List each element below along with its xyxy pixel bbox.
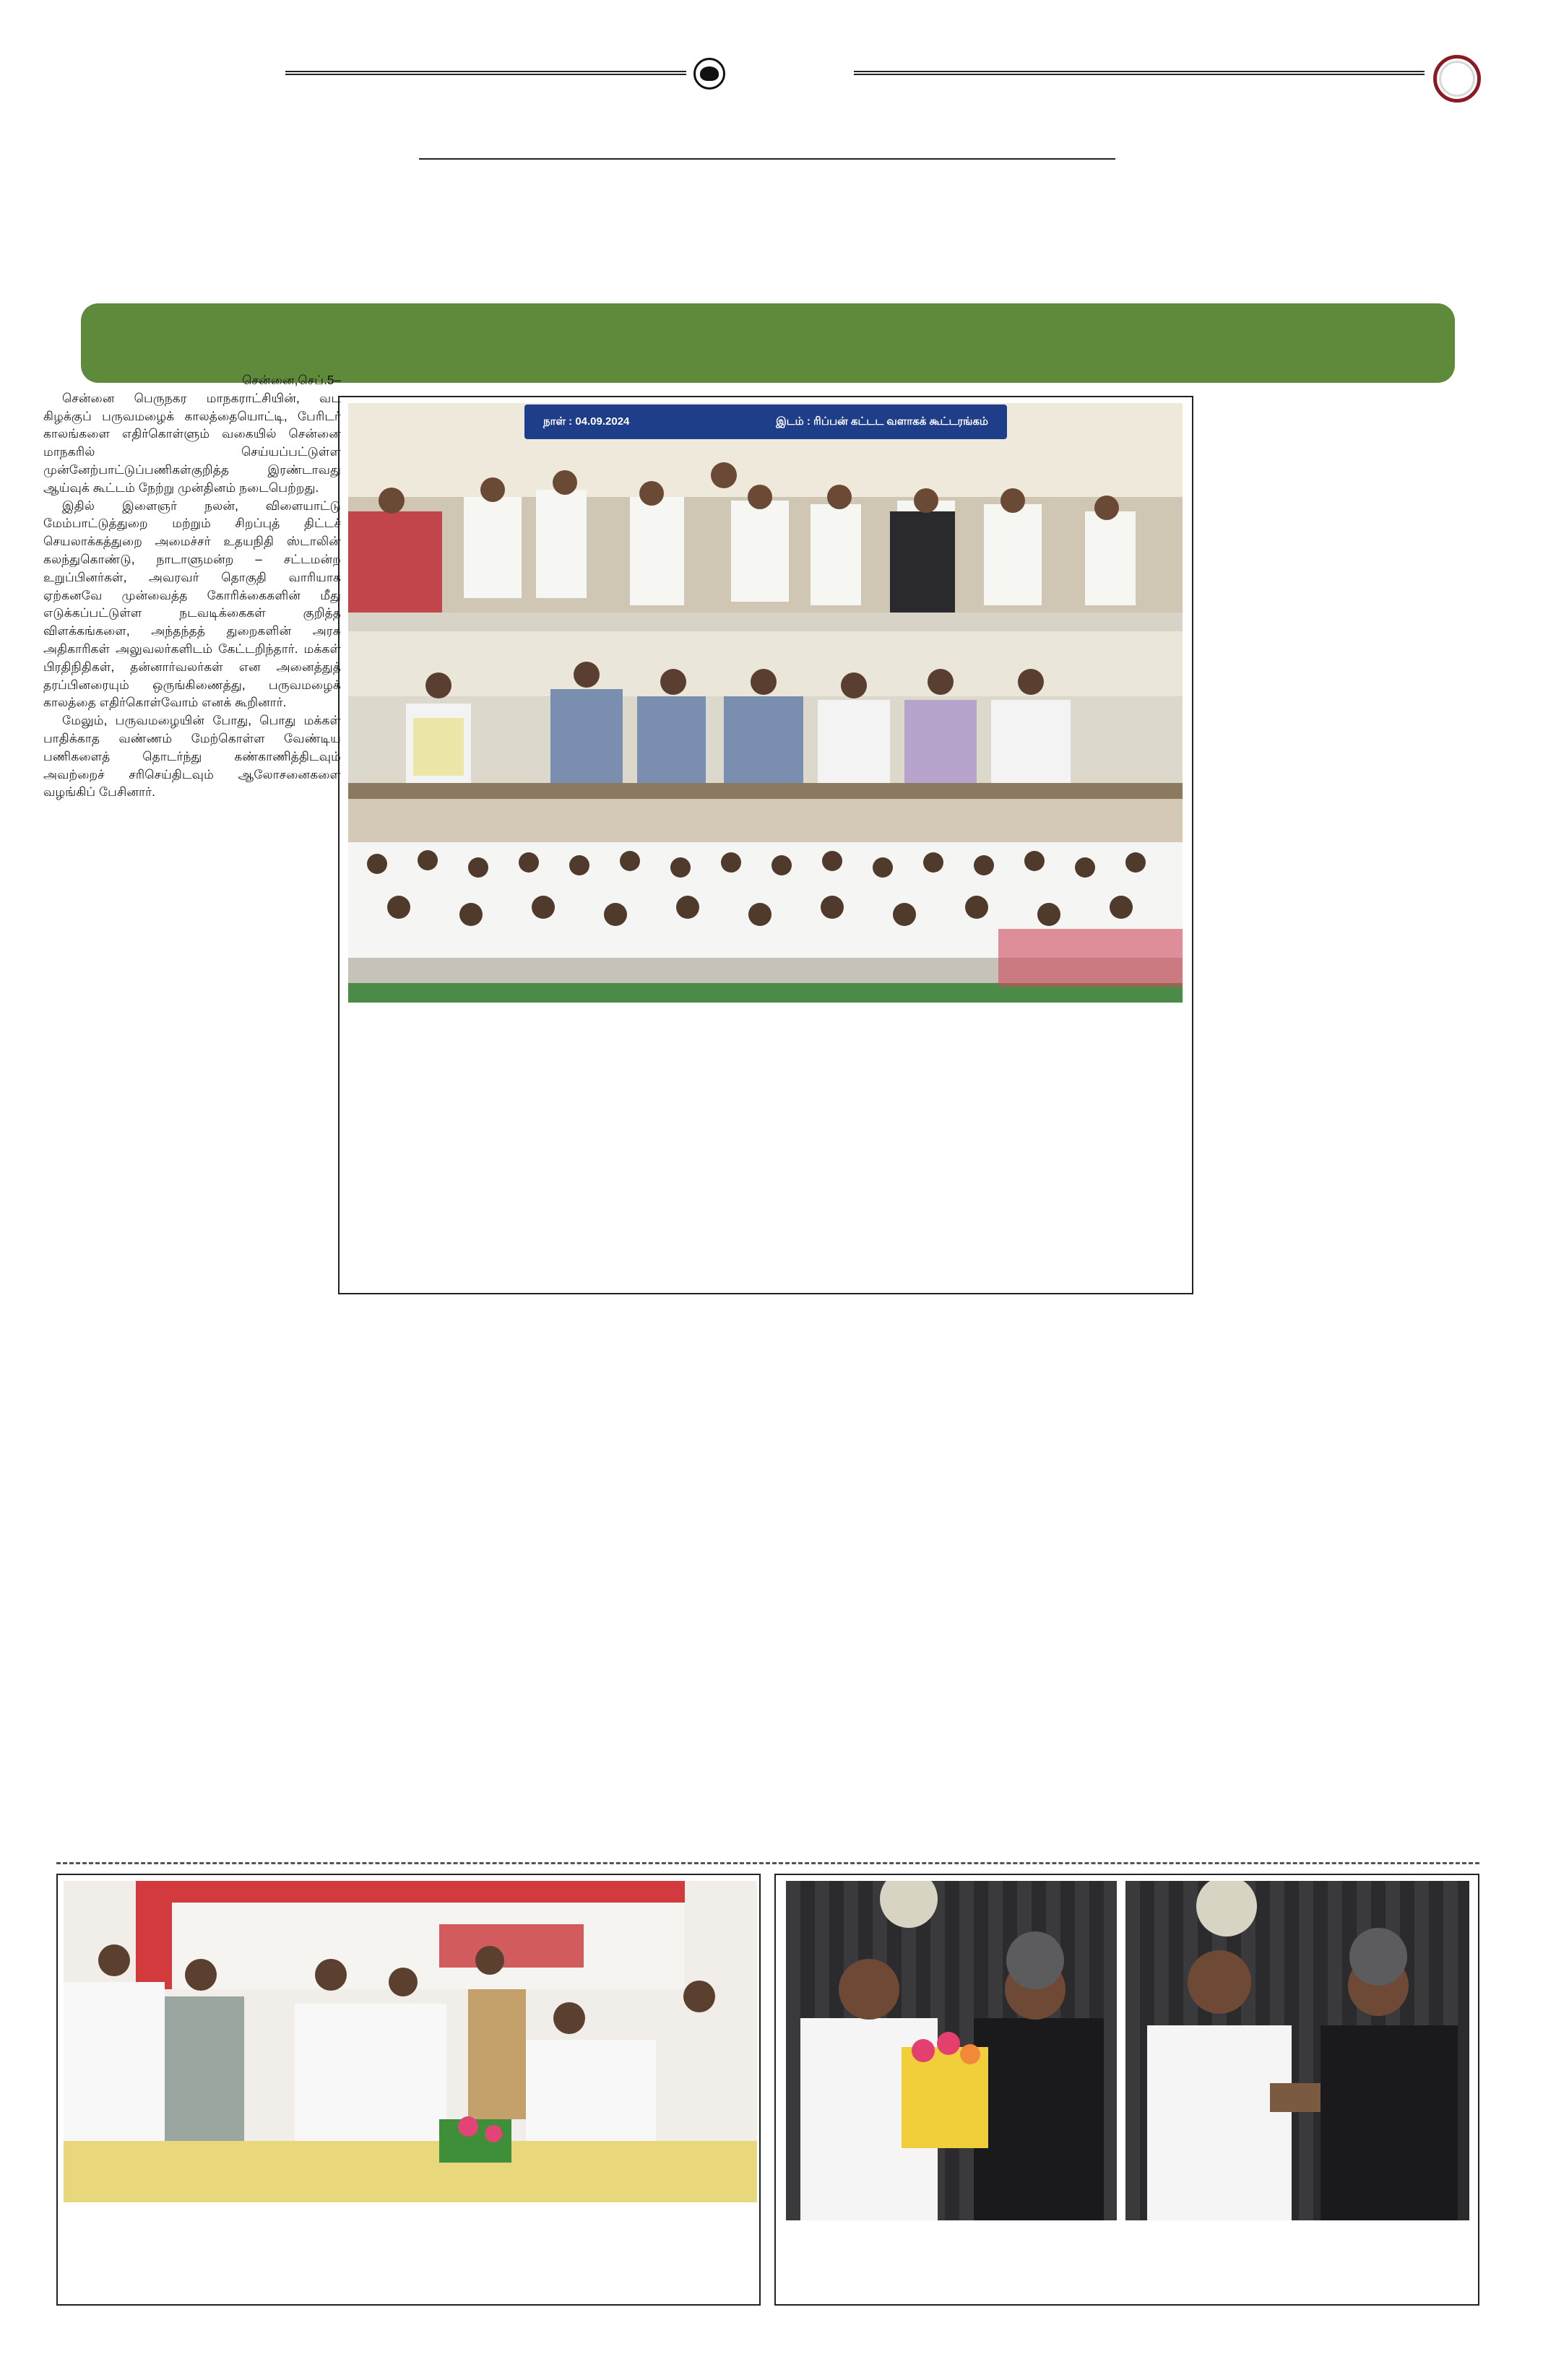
article-paragraph-2: இதில் இளைஞர் நலன், விளையாட்டு மேம்பாட்டுத்துறை மற்றும் சிறப்புத் திட்டச் செயலாக்கத்துறை அமைச்சர் உதயநிதி ஸ்டாலின் கலந்துகொண்டு, நாடாளுமன்ற – சட்டமன்ற உறுப்பினர்கள், அவரவர் தொகுதி வாரியாக ஏற்கனவே முன்வைத்த கோரிக்கைகளின் மீது எடுக்கப்பட்டுள்ள நடவடிக்கைகள் குறித்த விளக்கங்களை, அந்தந்தத் துறைகளின் அரசு அதிகாரிகள் அலுவலர்களிடம் கேட்டறிந்தார். மக்கள் பிரதிநிதிகள், தன்னார்வலர்கள் என அனைத்துத் தரப்பினரையும் ஒருங்கிணைத்து, பருவமழைக் காலத்தை எதிர்கொள்வோம் எனக் கூறினார். xyxy=(43,498,341,710)
header-rule-right xyxy=(854,71,1425,75)
header-rule-left xyxy=(285,71,686,75)
bouquet-greeting-photo xyxy=(786,1881,1117,2220)
event-banner xyxy=(524,404,1007,439)
gift-exchange-photo xyxy=(1125,1881,1469,2220)
audience-photo xyxy=(348,799,1183,1003)
emblem-shape xyxy=(700,66,719,81)
elephant-emblem-icon xyxy=(693,58,725,90)
header-sub-rule xyxy=(419,158,1115,160)
banner-date: நாள் : 04.09.2024 xyxy=(543,415,630,428)
page-number-circle xyxy=(1433,55,1481,103)
officials-row-photo xyxy=(348,631,1183,799)
article-paragraph-1: சென்னை பெருநகர மாநகராட்சியின், வட கிழக்குப் பருவமழைக் காலத்தையொட்டி, பேரிடர் காலங்களை எதிர்கொள்ளும் வகையில் சென்னை மாநகரில் செய்யப்பட்டுள்ள முன்னேற்பாட்டுப்பணிகள்குறித்த இரண்டாவது ஆய்வுக் கூட்டம் நேற்று முன்தினம் நடைபெற்றது. xyxy=(43,390,341,495)
banner-venue: இடம் : ரிப்பன் கட்டட வளாகக் கூட்டரங்கம் xyxy=(776,415,988,428)
article-paragraph-3: மேலும், பருவமழையின் போது, பொது மக்கள் பாதிக்காத வண்ணம் மேற்கொள்ள வேண்டிய பணிகளைத் தொடர்ந்து கண்காணித்திடவும் அவற்றைச் சரிசெய்திடவும் ஆலோசனைகளை வழங்கிப் பேசினார். xyxy=(43,713,341,800)
article-dateline: சென்னை,செப்.5– xyxy=(242,373,341,387)
welfare-distribution-photo xyxy=(64,1881,757,2202)
section-dashed-rule xyxy=(56,1862,1479,1864)
article-column xyxy=(43,371,341,801)
